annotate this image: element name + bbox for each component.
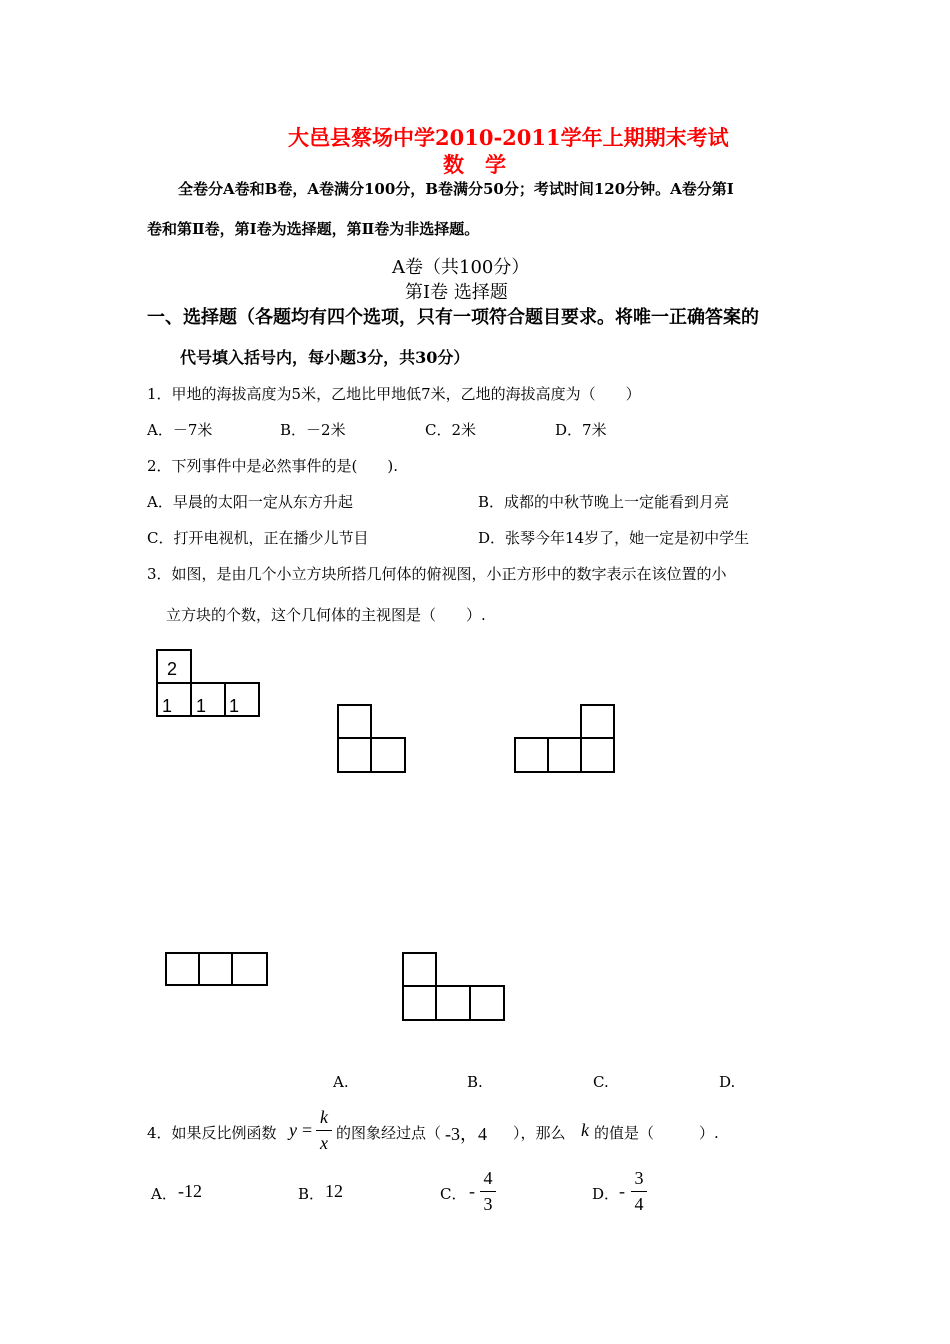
q2-stem: 2．下列事件中是必然事件的是( ).: [147, 457, 399, 475]
q4-option-d-sign: -: [619, 1181, 625, 1201]
q3-option-label-d: D.: [719, 1073, 736, 1091]
q3-option-label-b: B.: [467, 1073, 483, 1091]
figure-cell: [580, 737, 615, 773]
q2-option-c: C．打开电视机，正在播少儿节目: [147, 529, 369, 547]
fraction-bar: [631, 1191, 647, 1192]
part-one-heading-line2: 代号填入括号内，每小题3分，共30分）: [180, 348, 470, 367]
q3-option-label-a: A.: [333, 1073, 349, 1091]
q1-option-c: C．2米: [425, 421, 477, 439]
figure-cell: [435, 985, 471, 1021]
q4-option-d-fraction: [631, 1168, 647, 1215]
q3-option-label-c: C.: [593, 1073, 609, 1091]
top-view-number: 1: [229, 696, 240, 716]
figure-cell: [337, 737, 372, 773]
q2-option-d: D．张琴今年14岁了，她一定是初中学生: [478, 529, 750, 547]
figure-cell: [469, 985, 505, 1021]
q4-func-fraction: [316, 1107, 332, 1154]
q4-option-d-numerator: 3: [634, 1168, 644, 1188]
part-one-heading-line1: 一、选择题（各题均有四个选项，只有一项符合题目要求。将唯一正确答案的: [147, 307, 759, 328]
q1-option-d: D．7米: [555, 421, 607, 439]
q4-stem-after-point: ），那么: [513, 1124, 566, 1142]
figure-cell: [547, 737, 582, 773]
q4-point: -3，4: [445, 1124, 487, 1144]
q2-option-b: B．成都的中秋节晚上一定能看到月亮: [478, 493, 730, 511]
q4-var-k: k: [581, 1120, 589, 1140]
exam-title: 大邑县蔡场中学2010-2011学年上期期末考试: [288, 125, 729, 150]
q4-option-d-label: D．: [592, 1185, 620, 1203]
fraction-bar: [480, 1191, 496, 1192]
exam-intro-line1: 全卷分A卷和B卷，A卷满分100分，B卷满分50分；考试时间120分钟。A卷分第Ⅰ: [178, 180, 734, 198]
top-view-number: 1: [162, 696, 173, 716]
q2-option-a: A．早晨的太阳一定从东方升起: [147, 493, 353, 511]
section-a-part1: 第Ⅰ卷 选择题: [405, 282, 508, 303]
q4-option-c-label: C．: [440, 1185, 467, 1203]
q4-option-c-fraction: [480, 1168, 496, 1215]
section-a-heading: A卷（共100分）: [392, 257, 530, 278]
q4-option-b-label: B．: [298, 1185, 325, 1203]
q1-option-b: B．－2米: [280, 421, 346, 439]
q1-stem: 1．甲地的海拔高度为5米，乙地比甲地低7米，乙地的海拔高度为（ ）: [147, 385, 641, 403]
figure-cell: [514, 737, 549, 773]
q1-option-a: A．－7米: [147, 421, 213, 439]
q4-option-c-denominator: 3: [483, 1194, 493, 1214]
q4-stem-middle: 的图象经过点（: [336, 1124, 442, 1142]
q3-stem-line2: 立方块的个数，这个几何体的主视图是（ ）.: [166, 606, 486, 624]
q4-func-numerator: k: [320, 1107, 328, 1127]
figure-cell: [370, 737, 406, 773]
q4-option-a-label: A．: [151, 1185, 177, 1203]
q4-option-a-value: -12: [178, 1181, 202, 1201]
figure-cell: [580, 704, 615, 739]
q4-option-c-numerator: 4: [483, 1168, 493, 1188]
fraction-bar: [316, 1130, 332, 1131]
q4-option-b-value: 12: [325, 1181, 343, 1201]
figure-cell: [165, 952, 200, 986]
top-view-number: 2: [167, 659, 178, 679]
exam-intro-line2: 卷和第Ⅱ卷，第Ⅰ卷为选择题，第Ⅱ卷为非选择题。: [147, 220, 480, 238]
q4-stem-prefix: 4．如果反比例函数: [147, 1124, 277, 1142]
q4-func-denominator: x: [320, 1133, 328, 1153]
figure-cell: [337, 704, 372, 739]
q3-stem-line1: 3．如图，是由几个小立方块所搭几何体的俯视图，小正方形中的数字表示在该位置的小: [147, 565, 727, 583]
figure-cell: [402, 952, 437, 987]
q4-stem-suffix: 的值是（ ）.: [594, 1124, 719, 1142]
figure-cell: [402, 985, 437, 1021]
figure-cell: [231, 952, 268, 986]
top-view-number: 1: [196, 696, 207, 716]
q4-func-y: y: [289, 1120, 297, 1140]
q4-option-d-denominator: 4: [634, 1194, 644, 1214]
q4-option-c-sign: -: [469, 1181, 475, 1201]
exam-subject: 数 学: [443, 152, 506, 177]
q4-func-eq: =: [302, 1120, 313, 1140]
figure-cell: [198, 952, 233, 986]
